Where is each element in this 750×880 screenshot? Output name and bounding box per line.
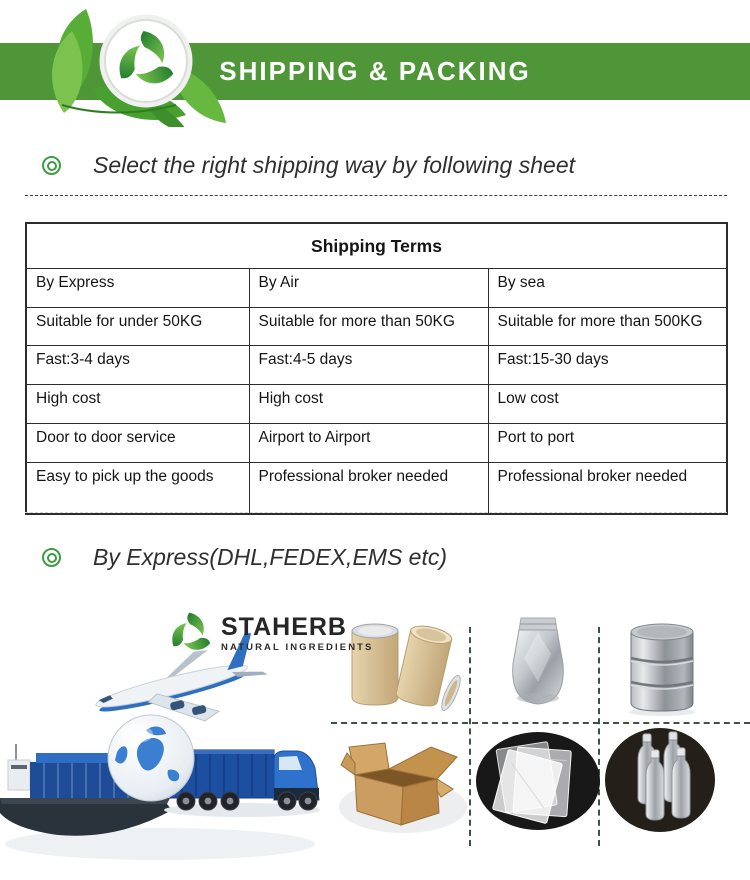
table-cell: Easy to pick up the goods (26, 463, 249, 515)
brand-name: STAHERB (221, 613, 347, 642)
heading-shipping-way: Select the right shipping way by following sheet (93, 152, 576, 178)
table-row (26, 308, 727, 346)
table-cell: Door to door service (26, 424, 249, 463)
table-cell: Fast:4-5 days (249, 346, 488, 385)
steel-drum-image (617, 618, 707, 718)
faint-separator (25, 512, 727, 513)
col-header-sea: By sea (488, 269, 727, 308)
table-cell: Suitable for more than 50KG (249, 308, 488, 346)
ring-bullet-icon (42, 548, 61, 567)
brand-tagline: NATURAL INGREDIENTS (221, 642, 374, 654)
table-row (26, 385, 727, 424)
table-cell: High cost (26, 385, 249, 424)
table-cell: Suitable for under 50KG (26, 308, 249, 346)
section-heading-shipping-way (42, 152, 575, 179)
plastic-bags-image (473, 729, 603, 834)
table-row (26, 346, 727, 385)
table-title: Shipping Terms (26, 223, 727, 269)
section-heading-by-express (42, 544, 447, 571)
aluminum-foil-bag-image (493, 610, 583, 718)
table-cell: Professional broker needed (249, 463, 488, 515)
staherb-brand-logo (168, 610, 374, 658)
carton-box-image (333, 733, 473, 838)
table-cell: Fast:15-30 days (488, 346, 727, 385)
table-cell: Suitable for more than 500KG (488, 308, 727, 346)
table-cell: Airport to Airport (249, 424, 488, 463)
table-cell: Port to port (488, 424, 727, 463)
banner-title: SHIPPING & PACKING (219, 56, 531, 86)
dotted-separator (25, 195, 727, 196)
staherb-triskelion-icon (168, 610, 214, 658)
table-cell: Low cost (488, 385, 727, 424)
ring-bullet-icon (42, 156, 61, 175)
table-cell: Professional broker needed (488, 463, 727, 515)
table-cell: High cost (249, 385, 488, 424)
aluminum-bottles-image (603, 724, 718, 836)
table-row (26, 463, 727, 515)
col-header-air: By Air (249, 269, 488, 308)
heading-by-express: By Express(DHL,FEDEX,EMS etc) (93, 544, 448, 570)
leaf-recycle-logo-icon (34, 3, 226, 127)
world-globe-image (108, 715, 194, 801)
table-cell: Fast:3-4 days (26, 346, 249, 385)
col-header-express: By Express (26, 269, 249, 308)
shipping-terms-table (25, 222, 726, 515)
table-row (26, 424, 727, 463)
